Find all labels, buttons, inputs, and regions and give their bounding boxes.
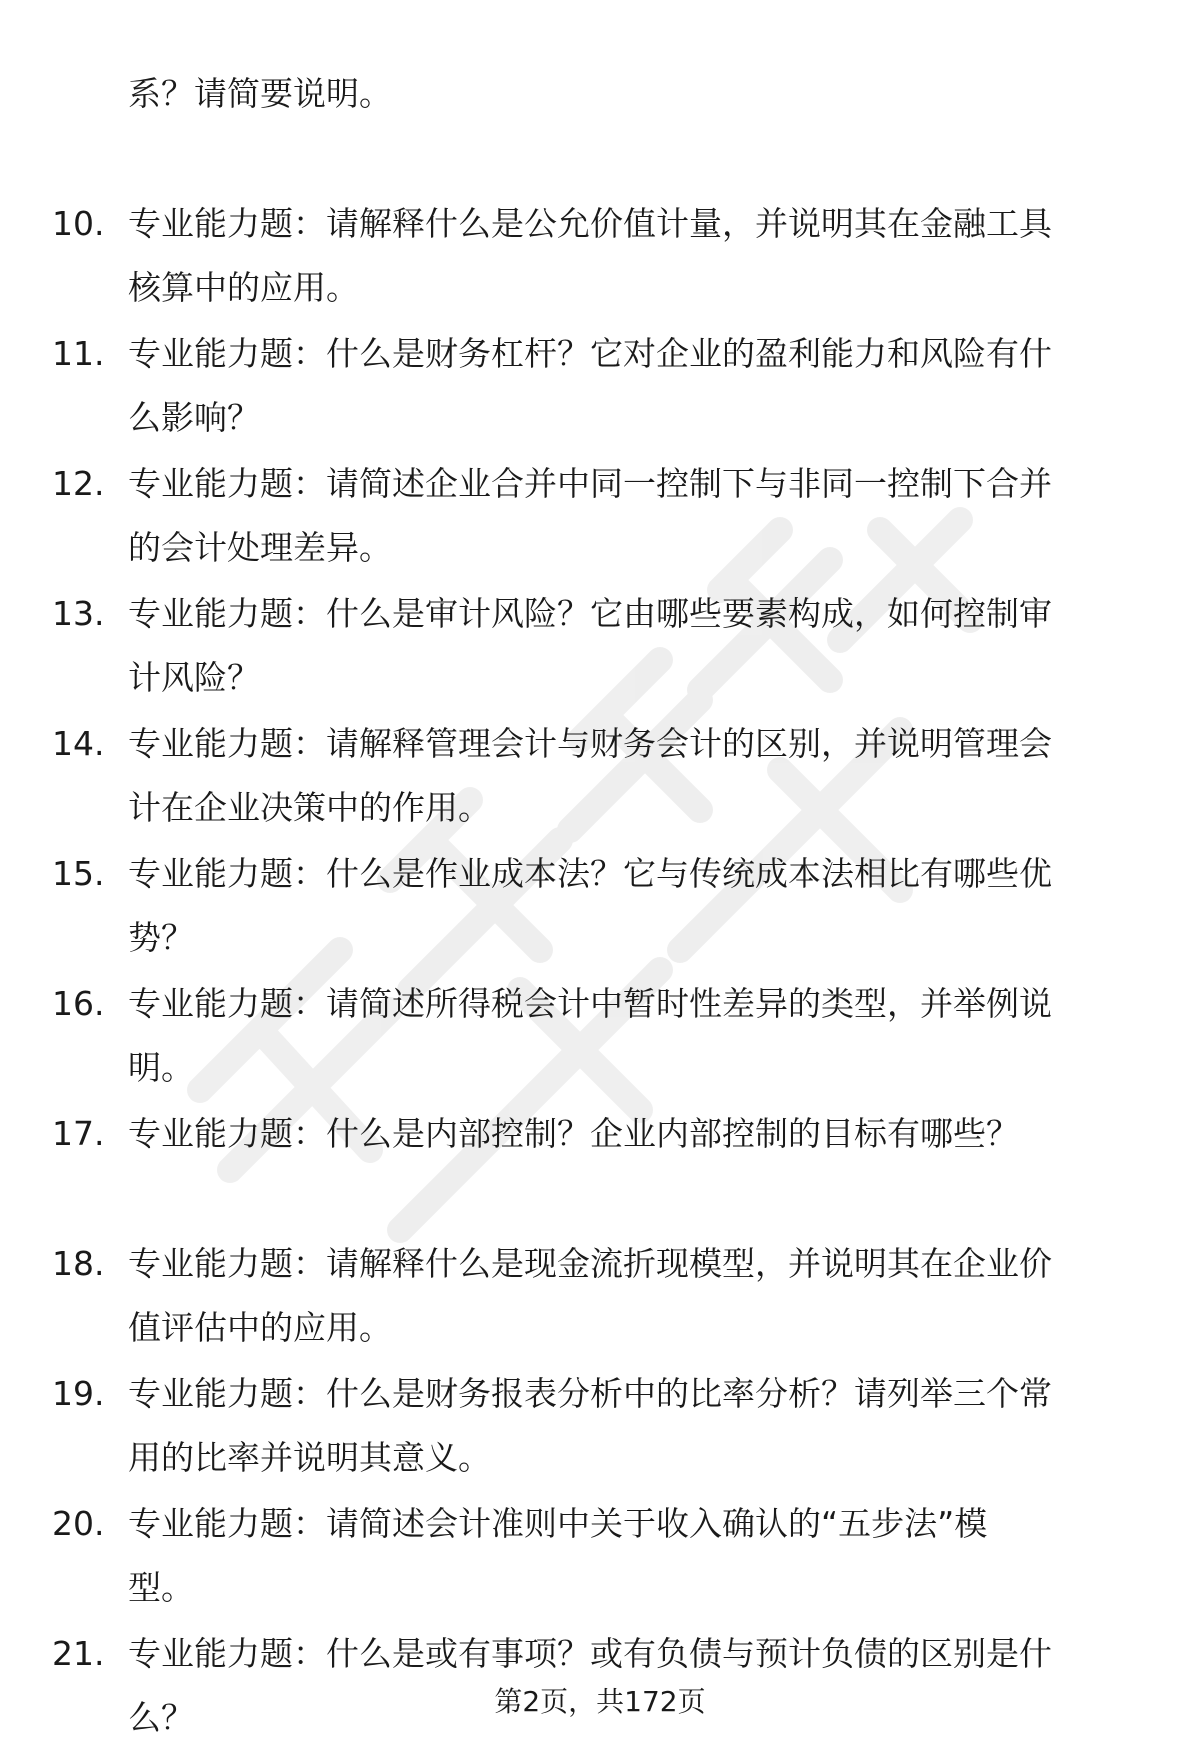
question-line: 计在企业决策中的作用。 xyxy=(128,788,491,827)
question-number: 12. xyxy=(52,464,105,503)
question-line: 用的比率并说明其意义。 xyxy=(128,1438,491,1477)
question-number: 13. xyxy=(52,594,105,633)
question-line: 专业能力题：什么是内部控制？企业内部控制的目标有哪些？ xyxy=(128,1114,1019,1153)
question-text xyxy=(128,192,1148,320)
question-number: 18. xyxy=(52,1244,105,1283)
question-number: 15. xyxy=(52,854,105,893)
question-number: 17. xyxy=(52,1114,105,1153)
question-line: 型。 xyxy=(128,1568,194,1607)
question-line: 专业能力题：请解释管理会计与财务会计的区别，并说明管理会 xyxy=(128,724,1052,763)
question-line: 么影响？ xyxy=(128,398,260,437)
question-number: 21. xyxy=(52,1634,105,1673)
question-item xyxy=(0,842,1200,970)
question-text xyxy=(128,1492,1148,1620)
question-line: 专业能力题：请简述企业合并中同一控制下与非同一控制下合并 xyxy=(128,464,1052,503)
question-line: 专业能力题：什么是审计风险？它由哪些要素构成，如何控制审 xyxy=(128,594,1052,633)
question-number: 10. xyxy=(52,204,105,243)
question-line: 的会计处理差异。 xyxy=(128,528,392,567)
question-number: 14. xyxy=(52,724,105,763)
question-line: 计风险？ xyxy=(128,658,260,697)
question-item xyxy=(0,582,1200,710)
question-item xyxy=(0,712,1200,840)
question-line: 专业能力题：什么是作业成本法？它与传统成本法相比有哪些优 xyxy=(128,854,1052,893)
question-content xyxy=(0,62,1200,1752)
question-text xyxy=(128,1362,1148,1490)
question-line xyxy=(128,1166,1148,1230)
question-item xyxy=(0,452,1200,580)
question-line: 专业能力题：什么是财务杠杆？它对企业的盈利能力和风险有什 xyxy=(128,334,1052,373)
question-number: 16. xyxy=(52,984,105,1023)
continuation-text: 系？请简要说明。 xyxy=(128,74,392,113)
question-line: 专业能力题：请解释什么是公允价值计量，并说明其在金融工具 xyxy=(128,204,1052,243)
question-line: 专业能力题：请解释什么是现金流折现模型，并说明其在企业价 xyxy=(128,1244,1052,1283)
question-line: 核算中的应用。 xyxy=(128,268,359,307)
question-number: 20. xyxy=(52,1504,105,1543)
question-line: 专业能力题：什么是或有事项？或有负债与预计负债的区别是什 xyxy=(128,1634,1052,1673)
question-number: 11. xyxy=(52,334,105,373)
question-line: 么？ xyxy=(128,1698,194,1737)
question-item xyxy=(0,972,1200,1100)
question-text xyxy=(128,322,1148,450)
question-item xyxy=(0,322,1200,450)
question-line: 专业能力题：什么是财务报表分析中的比率分析？请列举三个常 xyxy=(128,1374,1052,1413)
question-line: 专业能力题：请简述所得税会计中暂时性差异的类型，并举例说 xyxy=(128,984,1052,1023)
question-item xyxy=(0,1362,1200,1490)
question-text xyxy=(128,972,1148,1100)
question-text xyxy=(128,712,1148,840)
question-text xyxy=(128,452,1148,580)
question-text xyxy=(128,1232,1148,1360)
question-text xyxy=(128,842,1148,970)
question-line: 明。 xyxy=(128,1048,194,1087)
question-item xyxy=(0,192,1200,320)
question-line: 势？ xyxy=(128,918,194,957)
question-item xyxy=(0,1102,1200,1230)
question-list xyxy=(0,192,1200,1750)
page-footer: 第2页，共172页 xyxy=(494,1685,706,1718)
question-line: 值评估中的应用。 xyxy=(128,1308,392,1347)
question-item xyxy=(0,1232,1200,1360)
question-text xyxy=(128,1102,1148,1230)
question-item xyxy=(0,1492,1200,1620)
question-text xyxy=(128,582,1148,710)
question-number: 19. xyxy=(52,1374,105,1413)
question-line: 专业能力题：请简述会计准则中关于收入确认的“五步法”模 xyxy=(128,1504,988,1543)
